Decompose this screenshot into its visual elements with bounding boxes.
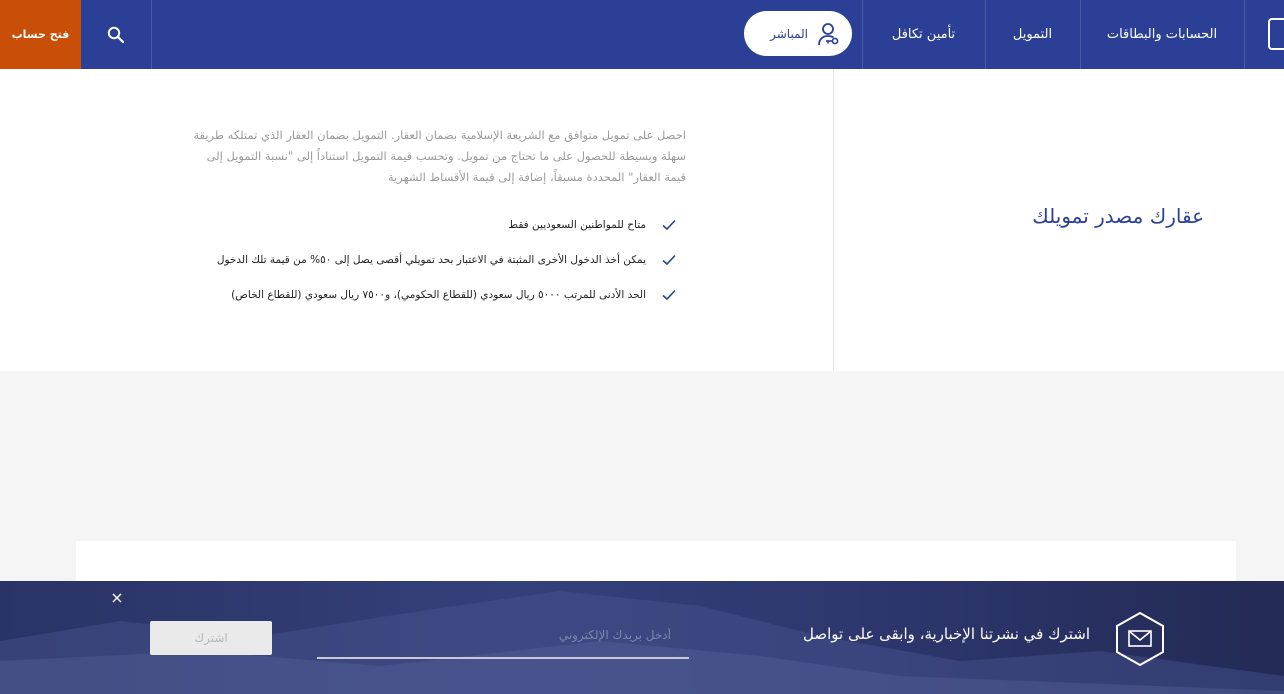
feature-item [190, 277, 676, 312]
feature-text: الحد الأدنى للمرتب ٥٠٠٠ ريال سعودي (للقطاع الحكومي)، و٧٥٠٠ ريال سعودي (للقطاع الخاص) [231, 288, 646, 301]
product-info-section [0, 69, 1284, 371]
check-icon [660, 219, 676, 231]
live-label: المباشر [770, 26, 808, 41]
newsletter-bar [0, 581, 1284, 694]
nav-item-financing[interactable]: التمويل [1012, 27, 1053, 42]
section-description: احصل على تمويل متوافق مع الشريعة الإسلامية بضمان العقار. التمويل بضمان العقار الذي تمتلكه طريقة سهلة وبسيطة للحصول على ما تحتاج من تمويل. وتحسب قيمة التمويل استناداً إلى "نسبة التمويل إلى قيمة العقار" المحددة مسبقاً، إضافة إلى قيمة الأقساط الشهرية [193, 128, 686, 184]
nav-item-takaful[interactable]: تأمين تكافل [891, 27, 956, 42]
close-newsletter-button[interactable]: × [110, 588, 124, 607]
section-title: عقارك مصدر تمويلك [1032, 204, 1204, 228]
feature-text: متاح للمواطنين السعوديين فقط [508, 218, 646, 231]
feature-list [190, 207, 676, 312]
top-navigation [0, 0, 1284, 69]
search-icon [107, 26, 125, 44]
check-icon [660, 254, 676, 266]
nav-divider [1244, 0, 1245, 69]
live-button[interactable] [744, 11, 852, 56]
email-field[interactable] [317, 615, 689, 655]
feature-item [190, 242, 676, 277]
user-key-icon [814, 20, 842, 48]
mail-icon [1114, 611, 1166, 667]
check-icon [660, 289, 676, 301]
feature-text: يمكن أخذ الدخول الأخرى المثبتة في الاعتبار بحد تمويلي أقصى يصل إلى ٥٠% من قيمة تلك الدخول [216, 253, 646, 266]
open-account-button[interactable]: فتح حساب [0, 0, 81, 69]
subscribe-button[interactable]: اشترك [150, 621, 272, 655]
newsletter-text: اشترك في نشرتنا الإخبارية، وابقى على تواصل [803, 625, 1090, 643]
search-button[interactable] [81, 0, 152, 69]
nav-item-accounts-cards[interactable]: الحسابات والبطاقات [1106, 27, 1218, 42]
feature-item [190, 207, 676, 242]
email-field-wrapper [317, 615, 689, 659]
logo[interactable] [1268, 18, 1284, 50]
section-divider [833, 69, 834, 371]
